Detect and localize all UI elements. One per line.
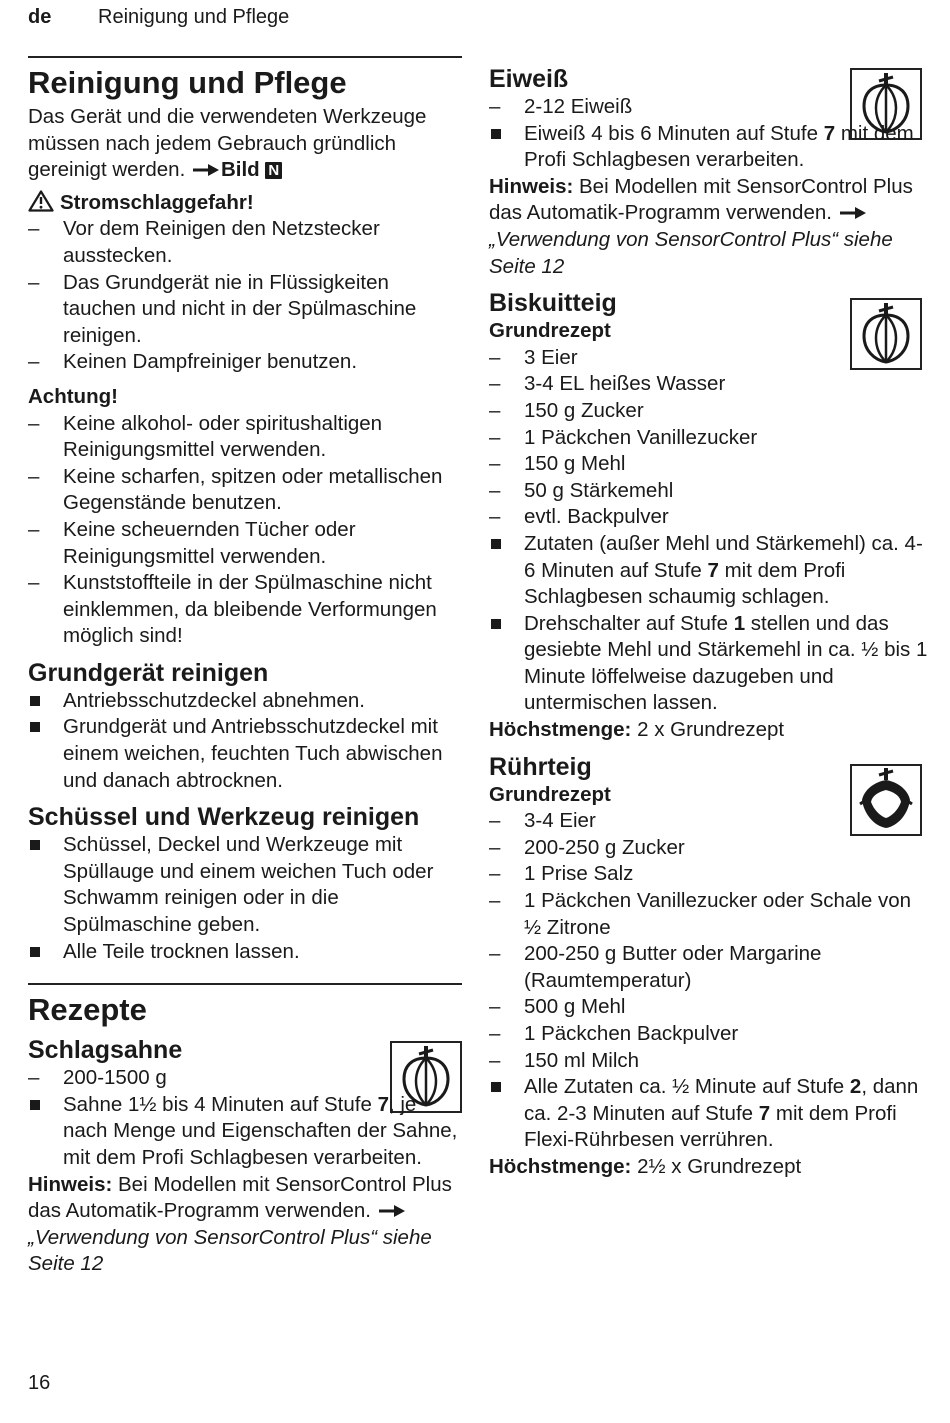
figure-letter-box: N [265,162,282,179]
list-item: – 500 g Mehl [489,995,626,1019]
figure-ref: Bild [220,158,260,182]
warning-triangle-icon [28,190,54,212]
list-item: – 3-4 EL heißes Wasser [489,372,726,396]
recipe-subtitle: Grundrezept [489,319,611,343]
section-title-cleaning: Reinigung und Pflege [28,65,347,100]
recipe-note: Hinweis: Bei Modellen mit SensorControl Plus das Automatik-Programm verwenden. „Verwendung von SensorControl Plus“ siehe Seite 12 [489,174,913,278]
recipe-cream [28,1035,462,1278]
list-item: Grundgerät und Antriebsschutzdeckel mit einem weichen, feuchten Tuch abwischen und danach abtrocknen. [28,714,462,794]
language-code: de [28,6,52,28]
list-item: – 150 g Zucker [489,398,644,422]
list-item: – 50 g Stärkemehl [489,478,674,502]
list-item: – 1 Päckchen Vanillezucker [489,425,758,449]
header-section-title: Reinigung und Pflege [98,6,290,28]
list-item: – Keine alkohol- oder spiritushaltigen Reinigungsmittel verwenden. [28,411,383,462]
recipe-note: Hinweis: Bei Modellen mit SensorControl Plus das Automatik-Programm verwenden. „Verwendung von SensorControl Plus“ siehe Seite 12 [28,1172,452,1276]
list-item: – 3-4 Eier [489,809,596,833]
list-item: Alle Zutaten ca. ½ Minute auf Stufe 2, dann ca. 2-3 Minuten auf Stufe 7 mit dem Profi Flexi-Rührbesen verrühren. [489,1074,929,1154]
list-item: Eiweiß 4 bis 6 Minuten auf Stufe 7 mit dem Profi Schlagbesen verarbeiten. [489,121,929,174]
list-item: – Keinen Dampfreiniger benutzen. [28,350,358,374]
list-item: Schüssel, Deckel und Werkzeuge mit Spüllauge und einem weichen Tuch oder Schwamm reinigen oder in die Spülmaschine geben. [28,832,462,938]
max-quantity: Höchstmenge: 2½ x Grundrezept [489,1154,802,1178]
recipe-steps [28,1065,462,1171]
recipe-ingredients [489,345,929,717]
list-item: – 150 ml Milch [489,1048,640,1072]
list-item: – 1 Prise Salz [489,862,634,886]
list-item: Antriebsschutzdeckel abnehmen. [28,688,462,715]
arrow-right-icon [191,163,221,177]
list-item: – 200-250 g Butter oder Margarine (Raumtemperatur) [489,942,822,992]
bowl-cleaning-title: Schüssel und Werkzeug reinigen [28,803,420,832]
list-item: – 1 Päckchen Vanillezucker oder Schale von ½ Zitrone [489,889,912,939]
caution-heading: Achtung! [28,384,118,408]
section-title-recipes: Rezepte [28,992,147,1028]
list-item: – Vor dem Reinigen den Netzstecker ausstecken. [28,217,380,267]
list-item: Drehschalter auf Stufe 1 stellen und das gesiebte Mehl und Stärkemehl in ca. ½ bis 1 Minute löffelweise dazugeben und untermischen lassen. [489,611,929,717]
recipe-title: Schlagsahne [28,1036,183,1065]
list-item: Alle Teile trocknen lassen. [28,939,462,966]
list-item: – 1 Päckchen Backpulver [489,1022,739,1045]
page-number: 16 [28,1372,51,1394]
recipe-title: Eiweiß [489,65,569,93]
list-item: – 150 g Mehl [489,452,626,476]
list-item: – evtl. Backpulver [489,505,669,529]
running-header [28,6,290,29]
recipe-batter [489,752,929,1181]
danger-list [28,216,462,376]
list-item: – 2-12 Eiweiß [489,95,633,118]
list-item: – 200-1500 g [28,1066,167,1090]
recipe-title: Rührteig [489,752,592,781]
recipe-sponge [489,288,929,744]
bowl-cleaning-steps [28,832,462,965]
arrow-right-icon [838,206,868,220]
max-quantity: Höchstmenge: 2 x Grundrezept [489,718,785,742]
list-item: – 3 Eier [489,345,578,369]
list-item: – 200-250 g Zucker [489,835,685,859]
caution-list [28,411,462,650]
recipe-ingredients [489,808,929,1154]
arrow-right-icon [377,1204,407,1218]
section-rule [28,983,462,985]
recipe-subtitle: Grundrezept [489,782,611,806]
list-item: Sahne 1½ bis 4 Minuten auf Stufe 7, je nach Menge und Eigenschaften der Sahne, mit dem Profi Schlagbesen verarbeiten. [28,1092,462,1172]
left-column [28,56,462,1278]
recipe-egg-white [489,64,929,280]
list-item: Zutaten (außer Mehl und Stärkemehl) ca. 4-6 Minuten auf Stufe 7 mit dem Profi Schlagbesen schaumig schlagen. [489,531,929,611]
recipe-steps [489,94,929,174]
list-item: – Keine scheuernden Tücher oder Reinigungsmittel verwenden. [28,517,356,568]
base-cleaning-title: Grundgerät reinigen [28,658,269,687]
section-rule [28,56,462,58]
base-cleaning-steps [28,688,462,794]
list-item: – Keine scharfen, spitzen oder metallischen Gegenstände benutzen. [28,464,443,515]
list-item: – Das Grundgerät nie in Flüssigkeiten tauchen und nicht in der Spülmaschine reinigen. [28,270,417,347]
cleaning-intro: Das Gerät und die verwendeten Werkzeuge müssen nach jedem Gebrauch gründlich gereinigt werden. Bild N [28,105,427,182]
list-item: – Kunststoffteile in der Spülmaschine nicht einklemmen, da bleibende Verformungen möglich sind! [28,571,437,648]
right-column [489,64,929,1181]
danger-heading: Stromschlaggefahr! [28,190,462,217]
recipe-title: Biskuitteig [489,289,617,318]
